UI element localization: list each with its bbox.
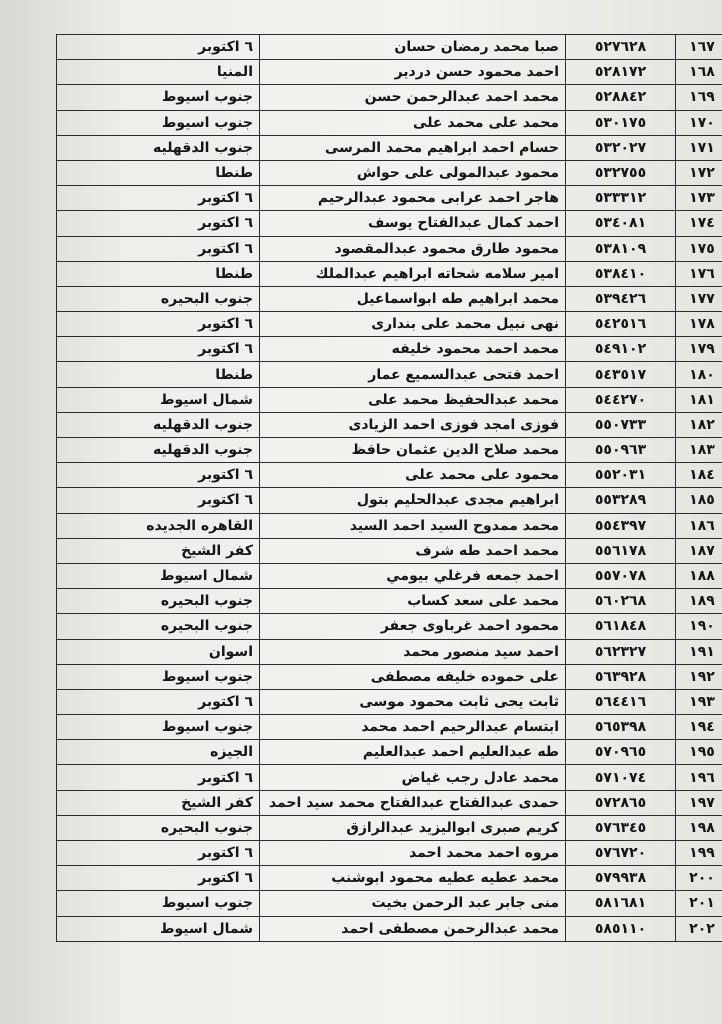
- row-area: المنيا: [57, 60, 260, 85]
- row-name: احمد محمود حسن دردير: [260, 60, 566, 85]
- row-area: ٦ اكتوبر: [57, 841, 260, 866]
- row-area: كفر الشيخ: [57, 790, 260, 815]
- row-number: ١٧٠: [676, 110, 722, 135]
- row-code: ٥٢٨٨٤٢: [566, 85, 676, 110]
- row-number: ١٧٣: [676, 186, 722, 211]
- row-code: ٥٣٢٠٢٧: [566, 135, 676, 160]
- row-name: محمد عبدالحفيظ محمد على: [260, 387, 566, 412]
- row-code: ٥٢٧٦٢٨: [566, 35, 676, 60]
- row-name: امير سلامه شحاته ابراهيم عبدالملك: [260, 261, 566, 286]
- row-number: ١٧٢: [676, 160, 722, 185]
- table-row: [57, 438, 722, 463]
- row-area: جنوب اسيوط: [57, 664, 260, 689]
- row-number: ١٧٧: [676, 286, 722, 311]
- row-code: ٥٥٢٠٣١: [566, 463, 676, 488]
- row-name: محمد على سعد كساب: [260, 589, 566, 614]
- row-number: ١٨٦: [676, 513, 722, 538]
- row-area: ٦ اكتوبر: [57, 866, 260, 891]
- row-number: ١٨٧: [676, 538, 722, 563]
- table-row: [57, 60, 722, 85]
- row-area: جنوب الدقهليه: [57, 135, 260, 160]
- row-area: ٦ اكتوبر: [57, 488, 260, 513]
- table-row: [57, 337, 722, 362]
- table-row: [57, 689, 722, 714]
- row-code: ٥٨٥١١٠: [566, 916, 676, 941]
- row-area: طنطا: [57, 261, 260, 286]
- row-code: ٥٧١٠٧٤: [566, 765, 676, 790]
- row-area: جنوب الدقهليه: [57, 438, 260, 463]
- row-number: ١٨٥: [676, 488, 722, 513]
- row-name: حسام احمد ابراهيم محمد المرسى: [260, 135, 566, 160]
- row-code: ٥٥٠٩٦٣: [566, 438, 676, 463]
- row-code: ٥٣٠١٧٥: [566, 110, 676, 135]
- table-row: [57, 412, 722, 437]
- row-name: محمد احمد محمود خليفه: [260, 337, 566, 362]
- row-area: ٦ اكتوبر: [57, 337, 260, 362]
- table-row: [57, 387, 722, 412]
- row-area: الجيزه: [57, 740, 260, 765]
- table-row: [57, 362, 722, 387]
- row-area: جنوب البحيره: [57, 589, 260, 614]
- row-code: ٥٦١٨٤٨: [566, 614, 676, 639]
- row-name: ابتسام عبدالرحيم احمد محمد: [260, 715, 566, 740]
- row-code: ٥٥٠٧٣٣: [566, 412, 676, 437]
- row-code: ٥٤٢٥١٦: [566, 312, 676, 337]
- row-number: ١٨٨: [676, 563, 722, 588]
- row-code: ٥٧٩٩٣٨: [566, 866, 676, 891]
- row-name: كريم صبرى ابواليزيد عبدالرازق: [260, 815, 566, 840]
- row-number: ١٨٤: [676, 463, 722, 488]
- row-code: ٥٦٤٤١٦: [566, 689, 676, 714]
- row-name: محمد احمد عبدالرحمن حسن: [260, 85, 566, 110]
- row-code: ٥٦٢٣٢٧: [566, 639, 676, 664]
- row-name: ثابت يحى ثابت محمود موسى: [260, 689, 566, 714]
- table-row: [57, 35, 722, 60]
- row-code: ٥٥٣٢٨٩: [566, 488, 676, 513]
- table-row: [57, 589, 722, 614]
- row-number: ١٩٩: [676, 841, 722, 866]
- table-row: [57, 715, 722, 740]
- table-row: [57, 463, 722, 488]
- row-number: ١٦٩: [676, 85, 722, 110]
- table-row: [57, 740, 722, 765]
- row-number: ١٩٢: [676, 664, 722, 689]
- row-code: ٥٢٨١٧٢: [566, 60, 676, 85]
- row-name: فوزى امجد فوزى احمد الزيادى: [260, 412, 566, 437]
- table-row: [57, 866, 722, 891]
- table-row: [57, 815, 722, 840]
- row-code: ٥٣٩٤٢٦: [566, 286, 676, 311]
- row-area: جنوب اسيوط: [57, 891, 260, 916]
- row-number: ١٩١: [676, 639, 722, 664]
- row-code: ٥٧٦٧٢٠: [566, 841, 676, 866]
- row-name: صبا محمد رمضان حسان: [260, 35, 566, 60]
- row-area: شمال اسيوط: [57, 563, 260, 588]
- table-row: [57, 664, 722, 689]
- row-area: كفر الشيخ: [57, 538, 260, 563]
- row-name: محمد عطيه عطيه محمود ابوشنب: [260, 866, 566, 891]
- table-row: [57, 916, 722, 941]
- row-number: ١٩٦: [676, 765, 722, 790]
- row-number: ١٨٩: [676, 589, 722, 614]
- row-name: احمد سيد منصور محمد: [260, 639, 566, 664]
- row-code: ٥٦٠٢٦٨: [566, 589, 676, 614]
- row-code: ٥٧٦٣٤٥: [566, 815, 676, 840]
- table-row: [57, 841, 722, 866]
- row-name: محمود على محمد على: [260, 463, 566, 488]
- row-area: جنوب اسيوط: [57, 110, 260, 135]
- row-name: احمد جمعه فرغلي بيومي: [260, 563, 566, 588]
- table-row: [57, 236, 722, 261]
- row-area: ٦ اكتوبر: [57, 211, 260, 236]
- row-area: ٦ اكتوبر: [57, 463, 260, 488]
- table-row: [57, 563, 722, 588]
- table-row: [57, 286, 722, 311]
- row-code: ٥٣٢٧٥٥: [566, 160, 676, 185]
- row-code: ٥٤٣٥١٧: [566, 362, 676, 387]
- row-name: محمد على محمد على: [260, 110, 566, 135]
- row-area: ٦ اكتوبر: [57, 312, 260, 337]
- row-area: ٦ اكتوبر: [57, 689, 260, 714]
- row-number: ١٨٠: [676, 362, 722, 387]
- table-body: [57, 35, 722, 942]
- row-number: ١٩٧: [676, 790, 722, 815]
- table-row: [57, 790, 722, 815]
- row-area: اسوان: [57, 639, 260, 664]
- row-number: ١٧٩: [676, 337, 722, 362]
- row-area: ٦ اكتوبر: [57, 35, 260, 60]
- row-number: ١٧١: [676, 135, 722, 160]
- row-name: احمد كمال عبدالفتاح يوسف: [260, 211, 566, 236]
- row-area: القاهره الجديده: [57, 513, 260, 538]
- row-number: ١٧٨: [676, 312, 722, 337]
- table-row: [57, 891, 722, 916]
- row-name: محمد عبدالرحمن مصطفى احمد: [260, 916, 566, 941]
- table-row: [57, 538, 722, 563]
- row-number: ١٩٨: [676, 815, 722, 840]
- row-name: حمدى عبدالفتاح عبدالفتاح محمد سيد احمد: [260, 790, 566, 815]
- row-number: ١٦٨: [676, 60, 722, 85]
- table-row: [57, 160, 722, 185]
- table-row: [57, 186, 722, 211]
- table-row: [57, 211, 722, 236]
- row-number: ١٨١: [676, 387, 722, 412]
- row-code: ٥٦٣٩٢٨: [566, 664, 676, 689]
- table-row: [57, 488, 722, 513]
- row-name: محمد احمد طه شرف: [260, 538, 566, 563]
- row-code: ٥٨١٦٨١: [566, 891, 676, 916]
- row-name: ابراهيم مجدى عبدالحليم بتول: [260, 488, 566, 513]
- row-area: ٦ اكتوبر: [57, 236, 260, 261]
- table-row: [57, 513, 722, 538]
- row-number: ٢٠٠: [676, 866, 722, 891]
- row-name: محمود عبدالمولى على حواش: [260, 160, 566, 185]
- row-name: مروه احمد محمد احمد: [260, 841, 566, 866]
- row-code: ٥٥٧٠٧٨: [566, 563, 676, 588]
- row-area: جنوب اسيوط: [57, 715, 260, 740]
- row-name: احمد فتحى عبدالسميع عمار: [260, 362, 566, 387]
- row-code: ٥٧٠٩٦٥: [566, 740, 676, 765]
- row-area: جنوب البحيره: [57, 815, 260, 840]
- row-number: ١٧٥: [676, 236, 722, 261]
- row-number: ١٩٠: [676, 614, 722, 639]
- row-number: ١٨٢: [676, 412, 722, 437]
- table-row: [57, 312, 722, 337]
- row-code: ٥٣٣٣١٢: [566, 186, 676, 211]
- row-name: طه عبدالعليم احمد عبدالعليم: [260, 740, 566, 765]
- row-number: ٢٠١: [676, 891, 722, 916]
- row-area: جنوب الدقهليه: [57, 412, 260, 437]
- row-name: هاجر احمد عرابى محمود عبدالرحيم: [260, 186, 566, 211]
- row-name: منى جابر عبد الرحمن بخيت: [260, 891, 566, 916]
- table-row: [57, 135, 722, 160]
- row-area: جنوب البحيره: [57, 614, 260, 639]
- row-code: ٥٣٨٤١٠: [566, 261, 676, 286]
- table-row: [57, 614, 722, 639]
- row-number: ١٩٥: [676, 740, 722, 765]
- row-code: ٥٥٦١٧٨: [566, 538, 676, 563]
- row-number: ١٧٦: [676, 261, 722, 286]
- row-number: ٢٠٢: [676, 916, 722, 941]
- row-name: نهى نبيل محمد على بندارى: [260, 312, 566, 337]
- row-name: محمود احمد غرباوى جعفر: [260, 614, 566, 639]
- row-number: ١٩٤: [676, 715, 722, 740]
- row-area: جنوب اسيوط: [57, 85, 260, 110]
- row-area: طنطا: [57, 362, 260, 387]
- row-number: ١٨٣: [676, 438, 722, 463]
- row-name: محمد ابراهيم طه ابواسماعيل: [260, 286, 566, 311]
- row-area: طنطا: [57, 160, 260, 185]
- row-area: شمال اسيوط: [57, 916, 260, 941]
- row-name: محمد ممدوح السيد احمد السيد: [260, 513, 566, 538]
- table-row: [57, 765, 722, 790]
- row-name: محمد صلاح الدين عثمان حافظ: [260, 438, 566, 463]
- row-code: ٥٤٤٢٧٠: [566, 387, 676, 412]
- row-area: شمال اسيوط: [57, 387, 260, 412]
- row-area: جنوب البحيره: [57, 286, 260, 311]
- table-row: [57, 110, 722, 135]
- row-name: محمد عادل رجب غياض: [260, 765, 566, 790]
- row-area: ٦ اكتوبر: [57, 765, 260, 790]
- row-code: ٥٣٨١٠٩: [566, 236, 676, 261]
- row-code: ٥٣٤٠٨١: [566, 211, 676, 236]
- row-code: ٥٦٥٣٩٨: [566, 715, 676, 740]
- table-row: [57, 85, 722, 110]
- row-name: محمود طارق محمود عبدالمقصود: [260, 236, 566, 261]
- results-table: [56, 34, 722, 942]
- row-name: على حموده خليفه مصطفى: [260, 664, 566, 689]
- table-row: [57, 639, 722, 664]
- row-number: ١٧٤: [676, 211, 722, 236]
- row-code: ٥٤٩١٠٢: [566, 337, 676, 362]
- row-area: ٦ اكتوبر: [57, 186, 260, 211]
- row-code: ٥٥٤٣٩٧: [566, 513, 676, 538]
- row-number: ١٦٧: [676, 35, 722, 60]
- row-code: ٥٧٢٨٦٥: [566, 790, 676, 815]
- row-number: ١٩٣: [676, 689, 722, 714]
- table-row: [57, 261, 722, 286]
